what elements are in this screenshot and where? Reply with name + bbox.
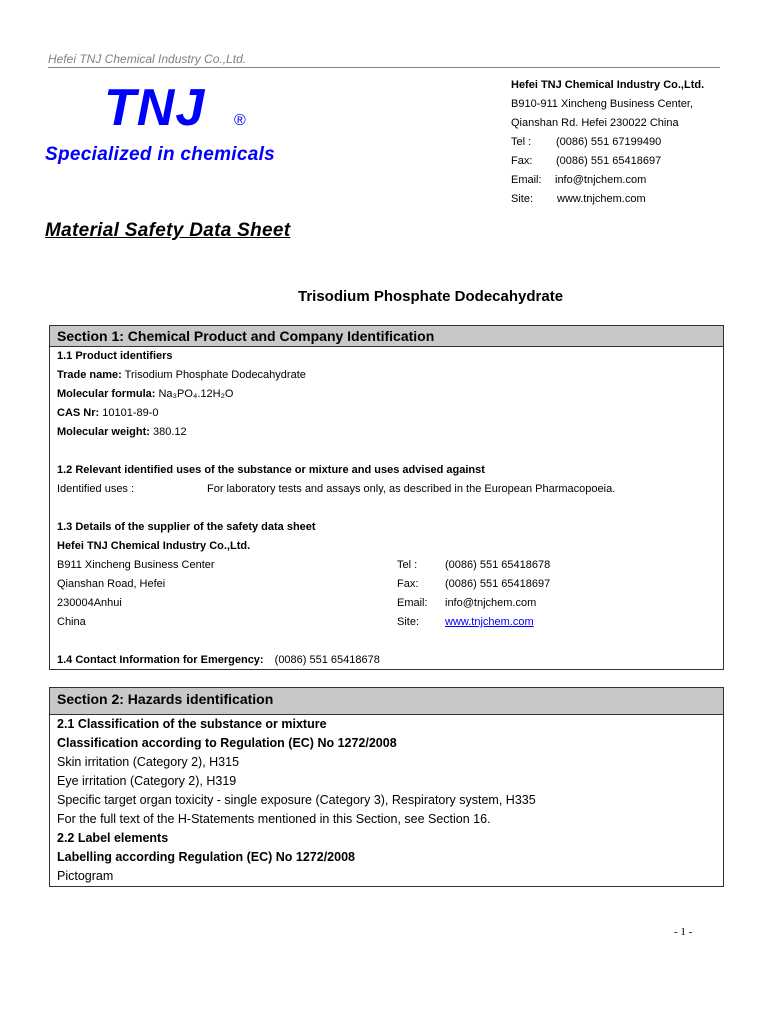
- section-2-line: 2.2 Label elements: [57, 831, 169, 845]
- supplier-row-value: (0086) 551 65418678: [445, 559, 551, 571]
- section-1-body: [50, 347, 723, 670]
- section-2-line: Pictogram: [57, 869, 114, 883]
- contact-block: [511, 76, 704, 209]
- subsection-1-2: 1.2 Relevant identified uses of the substance or mixture and uses advised against: [57, 464, 485, 476]
- section-2-line: Eye irritation (Category 2), H319: [57, 774, 237, 788]
- formula-value: Na₃PO₄.12H₂O: [155, 388, 234, 400]
- mw-row: [57, 423, 723, 442]
- contact-fax: (0086) 551 65418697: [556, 155, 662, 167]
- section-2-heading: Section 2: Hazards identification: [50, 688, 723, 715]
- section-2-body: [50, 715, 723, 886]
- page-number: - 1 -: [674, 926, 693, 938]
- contact-fax-label: Fax:: [511, 155, 533, 167]
- supplier-row-left: B911 Xincheng Business Center: [57, 559, 215, 571]
- contact-company: Hefei TNJ Chemical Industry Co.,Ltd.: [511, 79, 705, 91]
- supplier-row-left: China: [57, 616, 86, 628]
- product-title: Trisodium Phosphate Dodecahydrate: [298, 288, 564, 305]
- supplier-row-value[interactable]: info@tnjchem.com: [445, 597, 537, 609]
- contact-email[interactable]: info@tnjchem.com: [555, 174, 647, 186]
- contact-tel-label: Tel :: [511, 136, 532, 148]
- section-2-line: 2.1 Classification of the substance or mixture: [57, 717, 327, 731]
- emergency-contact-row: [57, 651, 723, 670]
- header-company-line: Hefei TNJ Chemical Industry Co.,Ltd.: [48, 52, 720, 68]
- contact-site-label: Site:: [511, 193, 534, 205]
- section-2-line: Labelling according Regulation (EC) No 1272/2008: [57, 850, 355, 864]
- supplier-row: [57, 613, 723, 632]
- contact-site-row: [511, 190, 704, 209]
- section-2-line: Specific target organ toxicity - single exposure (Category 3), Respiratory system, H335: [57, 793, 536, 807]
- document-title: Material Safety Data Sheet: [45, 220, 291, 241]
- supplier-row-left: 230004Anhui: [57, 597, 122, 609]
- section-1-heading: Section 1: Chemical Product and Company Identification: [50, 326, 723, 347]
- supplier-name: Hefei TNJ Chemical Industry Co.,Ltd.: [57, 540, 251, 552]
- tagline: Specialized in chemicals: [45, 144, 276, 165]
- formula-row: [57, 385, 723, 404]
- supplier-row-label: Tel :: [397, 559, 418, 571]
- subsection-1-3: 1.3 Details of the supplier of the safety data sheet: [57, 521, 316, 533]
- mw-value: 380.12: [149, 426, 187, 438]
- cas-value: 10101-89-0: [99, 407, 159, 419]
- subsection-1-4: 1.4 Contact Information for Emergency:: [57, 654, 264, 666]
- supplier-row-left: Qianshan Road, Hefei: [57, 578, 166, 590]
- contact-email-label: Email:: [511, 174, 542, 186]
- supplier-row: [57, 556, 723, 575]
- section-2-line: Classification according to Regulation (EC) No 1272/2008: [57, 736, 397, 750]
- section-2-line: For the full text of the H-Statements mentioned in this Section, see Section 16.: [57, 812, 491, 826]
- formula-label: Molecular formula:: [57, 388, 156, 400]
- trade-name-value: Trisodium Phosphate Dodecahydrate: [121, 369, 306, 381]
- contact-email-row: [511, 171, 704, 190]
- registered-mark: ®: [234, 112, 246, 129]
- tnj-logo: TNJ: [104, 79, 206, 137]
- contact-tel: (0086) 551 67199490: [556, 136, 662, 148]
- supplier-row: [57, 594, 723, 613]
- supplier-row-label: Email:: [397, 597, 428, 609]
- supplier-site-link[interactable]: www.tnjchem.com: [445, 616, 534, 628]
- section-1: [49, 325, 724, 670]
- identified-uses-row: [57, 480, 723, 499]
- cas-row: [57, 404, 723, 423]
- contact-address-1: B910-911 Xincheng Business Center,: [511, 98, 694, 110]
- identified-uses-label: Identified uses :: [57, 483, 135, 495]
- mw-label: Molecular weight:: [57, 426, 150, 438]
- contact-address-2: Qianshan Rd. Hefei 230022 China: [511, 117, 679, 129]
- supplier-row-label: Site:: [397, 616, 420, 628]
- contact-site[interactable]: www.tnjchem.com: [557, 193, 646, 205]
- trade-name-label: Trade name:: [57, 369, 122, 381]
- section-2-line: Skin irritation (Category 2), H315: [57, 755, 240, 769]
- contact-tel-row: [511, 133, 704, 152]
- supplier-row-value: (0086) 551 65418697: [445, 578, 551, 590]
- subsection-1-1: 1.1 Product identifiers: [57, 350, 173, 362]
- section-2: [49, 687, 724, 887]
- contact-fax-row: [511, 152, 704, 171]
- cas-label: CAS Nr:: [57, 407, 100, 419]
- emergency-phone: (0086) 551 65418678: [274, 654, 380, 666]
- identified-uses-value: For laboratory tests and assays only, as described in the European Pharmacopoeia.: [207, 483, 616, 495]
- supplier-row-label: Fax:: [397, 578, 419, 590]
- trade-name-row: [57, 366, 723, 385]
- supplier-row: [57, 575, 723, 594]
